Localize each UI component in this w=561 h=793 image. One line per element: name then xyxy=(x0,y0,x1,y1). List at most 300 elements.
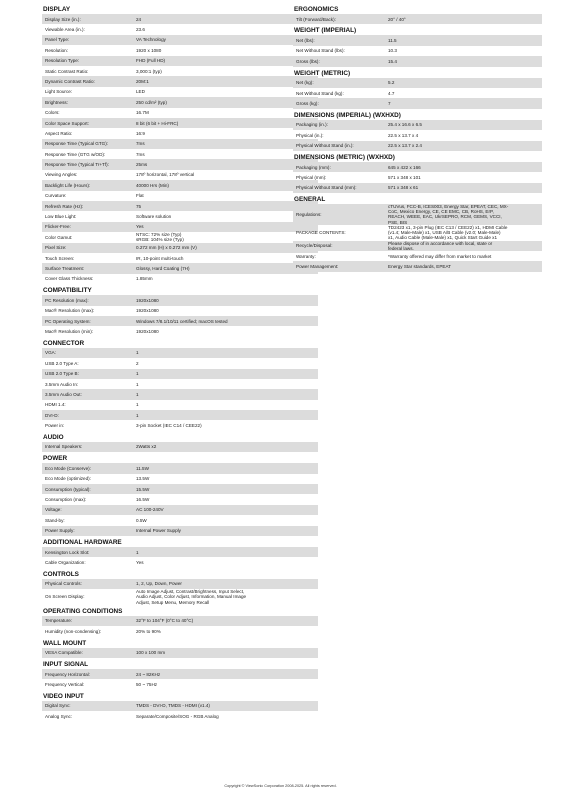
spec-value-line: 40000 Hrs (Min) xyxy=(136,182,169,188)
spec-value xyxy=(136,444,318,449)
spec-value xyxy=(136,423,318,428)
spec-row xyxy=(42,222,318,232)
spec-row xyxy=(42,410,318,420)
spec-row xyxy=(42,97,318,107)
spec-row xyxy=(42,201,318,211)
spec-row xyxy=(293,225,542,241)
spec-row xyxy=(42,400,318,410)
spec-value-line: 22.5 x 13.7 x 2.4 xyxy=(388,143,422,149)
spec-label: USB 2.0 Type B: xyxy=(45,371,79,377)
spec-value xyxy=(136,224,318,229)
spec-row xyxy=(293,46,542,56)
spec-label: Eco Mode (Conserve): xyxy=(45,465,91,471)
spec-value-line: 1 xyxy=(136,412,139,418)
spec-value-line: Auto Image Adjust, Contrast/Brightness, Input Select, xyxy=(136,589,245,595)
spec-row xyxy=(42,326,318,336)
spec-value-line: 22.5 x 13.7 x 4 xyxy=(388,132,419,138)
spec-row xyxy=(42,170,318,180)
spec-row xyxy=(42,648,318,658)
spec-value-line: 16.5W xyxy=(136,497,150,503)
spec-column-right xyxy=(293,3,542,272)
spec-value xyxy=(136,79,318,84)
spec-value xyxy=(136,276,318,281)
spec-row xyxy=(42,149,318,159)
spec-value xyxy=(136,266,318,271)
spec-row xyxy=(42,232,318,242)
spec-value xyxy=(136,69,318,74)
spec-value-line: federal laws. xyxy=(388,245,414,251)
spec-row xyxy=(42,316,318,326)
spec-value-line: 23.6 xyxy=(136,26,145,32)
spec-row xyxy=(293,261,542,271)
spec-value-line: 15.4 xyxy=(388,58,397,64)
spec-value xyxy=(136,550,318,555)
spec-value-line: 1920x1080 xyxy=(136,328,159,334)
spec-value xyxy=(136,17,318,22)
spec-row xyxy=(42,626,318,636)
spec-label: Flicker-Free: xyxy=(45,224,71,230)
spec-value xyxy=(136,629,318,634)
spec-value-line: Software solution xyxy=(136,214,172,220)
spec-label: Frequency Horizontal: xyxy=(45,671,90,677)
spec-value-line: 4.7 xyxy=(388,90,395,96)
spec-label: Tilt (Forward/Back): xyxy=(296,16,336,22)
spec-label: VGA: xyxy=(45,350,56,356)
spec-value xyxy=(388,59,542,64)
spec-label: Physical Without Stand (in.): xyxy=(296,143,354,149)
spec-value xyxy=(136,672,318,677)
spec-value-line: 1 xyxy=(136,402,139,408)
spec-value-line: LED xyxy=(136,89,145,95)
spec-label: Static Contrast Ratio: xyxy=(45,68,89,74)
spec-value xyxy=(136,413,318,418)
spec-label: Viewable Area (in.): xyxy=(45,26,85,32)
spec-value xyxy=(136,37,318,42)
spec-label: Voltage: xyxy=(45,507,62,513)
spec-value-line: Windows 7/8.1/10/11 certified; macOS tested xyxy=(136,318,228,324)
spec-value-line: 1920 x 1080 xyxy=(136,47,162,53)
section-heading-display: DISPLAY xyxy=(43,6,71,13)
spec-value xyxy=(136,476,318,481)
spec-row xyxy=(293,14,542,24)
spec-value xyxy=(388,17,542,22)
spec-value-line: TMDS - DVI-D, TMDS - HDMI (v1.4) xyxy=(136,703,210,709)
section-heading-connector: CONNECTOR xyxy=(43,339,85,347)
spec-value-line: 1 xyxy=(136,350,139,356)
spec-label: Response Time (GTG w/OD): xyxy=(45,151,106,157)
spec-value-line: 13.5W xyxy=(136,476,150,482)
section-heading-dimensions-imperial-wxhxd: DIMENSIONS (IMPERIAL) (WXHXD) xyxy=(294,111,401,119)
spec-label: Power in: xyxy=(45,423,65,429)
spec-row xyxy=(293,130,542,140)
spec-row xyxy=(42,589,318,605)
section-heading-compatibility: COMPATIBILITY xyxy=(43,287,92,295)
spec-label: Power Management: xyxy=(296,263,339,269)
spec-value xyxy=(136,618,318,623)
spec-value xyxy=(136,589,318,605)
spec-value xyxy=(136,402,318,407)
spec-row xyxy=(42,679,318,689)
spec-value xyxy=(136,152,318,157)
spec-label: Net (lbs): xyxy=(296,37,315,43)
spec-row xyxy=(42,420,318,430)
spec-value-line: 1 xyxy=(136,381,139,387)
spec-label: Response Time (Typical Tr+Tf): xyxy=(45,162,109,168)
spec-row xyxy=(42,66,318,76)
spec-value-line: 75 xyxy=(136,203,142,209)
section-heading-video-input: VIDEO INPUT xyxy=(43,692,84,700)
spec-label: Net Without Stand (lbs): xyxy=(296,48,345,54)
spec-row xyxy=(293,241,542,251)
spec-value xyxy=(136,361,318,366)
spec-value xyxy=(388,143,542,148)
spec-label: Packaging (mm): xyxy=(296,164,331,170)
spec-row xyxy=(42,515,318,525)
spec-value-line: 15.5W xyxy=(136,486,150,492)
spec-label: USB 2.0 Type A: xyxy=(45,360,79,366)
spec-row xyxy=(42,274,318,284)
spec-value xyxy=(136,703,318,708)
spec-value-line: 1.85mm xyxy=(136,276,153,282)
spec-row xyxy=(42,306,318,316)
spec-value xyxy=(136,245,318,250)
spec-value-line: Glossy, Hard Coating (7H) xyxy=(136,265,190,271)
spec-label: Surface Treatment: xyxy=(45,265,85,271)
section-heading-audio: AUDIO xyxy=(43,433,64,441)
spec-value-line: 571 x 348 x 61 xyxy=(388,185,419,191)
spec-label: Touch Screen: xyxy=(45,255,75,261)
spec-value-line: 1 xyxy=(136,549,139,555)
spec-row xyxy=(42,128,318,138)
spec-row xyxy=(42,87,318,97)
spec-value xyxy=(136,172,318,177)
spec-value xyxy=(136,650,318,655)
spec-row xyxy=(42,463,318,473)
spec-label: Color Gamut: xyxy=(45,234,73,240)
spec-label: Physical Controls: xyxy=(45,581,82,587)
spec-row xyxy=(42,348,318,358)
spec-column-left xyxy=(42,3,318,722)
spec-value xyxy=(136,392,318,397)
spec-row xyxy=(42,526,318,536)
spec-value xyxy=(388,38,542,43)
spec-label: Aspect Ratio: xyxy=(45,130,73,136)
spec-row xyxy=(293,120,542,130)
spec-value xyxy=(136,581,318,586)
spec-value-line: 7ms xyxy=(136,141,145,147)
spec-value xyxy=(136,298,318,303)
spec-label: Panel Type: xyxy=(45,37,70,43)
spec-value xyxy=(136,100,318,105)
spec-row xyxy=(293,141,542,151)
spec-row xyxy=(42,494,318,504)
spec-value-line: 10.3 xyxy=(388,48,397,54)
spec-value xyxy=(136,371,318,376)
spec-value-line: FHD (Full HD) xyxy=(136,58,166,64)
spec-value-line: 20° / 40° xyxy=(388,16,406,22)
spec-row xyxy=(42,701,318,711)
spec-label: Light Source: xyxy=(45,89,73,95)
spec-label: Regulations: xyxy=(296,211,322,217)
spec-value-line: 250 cd/m² (typ) xyxy=(136,99,167,105)
spec-label: Response Time (Typical GTG): xyxy=(45,141,109,147)
spec-value xyxy=(136,131,318,136)
spec-row xyxy=(42,579,318,589)
spec-row xyxy=(42,56,318,66)
spec-value xyxy=(136,204,318,209)
spec-value xyxy=(388,241,542,251)
spec-value-line: Yes xyxy=(136,224,144,230)
spec-row xyxy=(293,183,542,193)
spec-label: Net (kg): xyxy=(296,80,314,86)
spec-row xyxy=(42,243,318,253)
spec-value xyxy=(136,714,318,719)
spec-label: PC Operating System: xyxy=(45,318,91,324)
copyright-footer: Copyright © ViewSonic Corporation 2008-2025. All rights reserved. xyxy=(224,784,337,788)
spec-label: 3.5mm Audio Out: xyxy=(45,391,82,397)
spec-value-line: REACH, WEEE, EAC, UkrSEPRO, RCM, GEMS, VCCI, xyxy=(388,214,502,220)
spec-value-line: 5.2 xyxy=(388,80,395,86)
spec-row xyxy=(42,24,318,34)
spec-label: Color Space Support: xyxy=(45,120,89,126)
spec-label: Consumption (typical): xyxy=(45,486,91,492)
spec-row xyxy=(42,474,318,484)
spec-label: Mac® Resolution (max): xyxy=(45,308,95,314)
spec-label: Internal Speakers: xyxy=(45,444,83,450)
spec-row xyxy=(42,711,318,721)
section-heading-additional-hardware: ADDITIONAL HARDWARE xyxy=(43,538,122,546)
spec-value xyxy=(388,122,542,127)
spec-label: Packaging (in.): xyxy=(296,122,328,128)
spec-row xyxy=(42,45,318,55)
spec-label: Dynamic Contrast Ratio: xyxy=(45,78,95,84)
spec-value-line: (v1.4; Male-Male) x1, USB A/B Cable (v2.0; Male-Male) xyxy=(388,230,501,236)
spec-label: Viewing Angles: xyxy=(45,172,78,178)
spec-value-line: Please dispose of in accordance with local, state or xyxy=(388,240,493,246)
spec-label: Physical Without Stand (mm): xyxy=(296,185,357,191)
spec-label: Display Size (in.): xyxy=(45,16,81,22)
spec-value xyxy=(388,175,542,180)
spec-row xyxy=(293,78,542,88)
spec-label: Backlight Life (Hours): xyxy=(45,182,91,188)
spec-value-line: 11.5 xyxy=(388,37,397,43)
spec-value-line: 50 ~ 75Hz xyxy=(136,681,158,687)
spec-value xyxy=(136,232,318,242)
spec-value-line: 8 bit (6 bit + Hi-FRC) xyxy=(136,120,179,126)
spec-value-line: IR, 10-point multi-touch xyxy=(136,255,184,261)
spec-value xyxy=(136,183,318,188)
spec-row xyxy=(42,379,318,389)
spec-value-line: sRGB: 104% size (Typ) xyxy=(136,237,184,243)
spec-row xyxy=(293,88,542,98)
spec-value-line: 20M:1 xyxy=(136,78,149,84)
spec-row xyxy=(293,98,542,108)
spec-label: Resolution: xyxy=(45,47,68,53)
spec-row xyxy=(42,557,318,567)
spec-row xyxy=(42,159,318,169)
spec-value-line: *Warranty offered may differ from market to market xyxy=(388,253,492,259)
spec-value-line: AC 100-240V xyxy=(136,507,164,513)
spec-label: Analog Sync: xyxy=(45,713,73,719)
spec-value-line: 16:9 xyxy=(136,130,145,136)
spec-row xyxy=(42,547,318,557)
spec-value-line: 1 xyxy=(136,371,139,377)
spec-value-line: 24 xyxy=(136,16,142,22)
section-heading-ergonomics: ERGONOMICS xyxy=(294,6,339,13)
spec-row xyxy=(42,669,318,679)
section-heading-weight-metric: WEIGHT (METRIC) xyxy=(294,69,351,77)
spec-value-line: Internal Power Supply xyxy=(136,528,181,534)
spec-row xyxy=(42,14,318,24)
spec-label: Net Without Stand (kg): xyxy=(296,90,344,96)
spec-value-line: x1, Audio Cable (Male-Male) x1, Quick Start Guide x1 xyxy=(388,235,498,241)
spec-value xyxy=(136,141,318,146)
spec-label: Eco Mode (optimized): xyxy=(45,476,91,482)
spec-label: DVI-D: xyxy=(45,412,59,418)
spec-row xyxy=(293,162,542,172)
spec-value-line: 2 xyxy=(136,360,139,366)
section-heading-dimensions-metric-wxhxd: DIMENSIONS (METRIC) (WXHXD) xyxy=(294,153,395,161)
spec-row xyxy=(293,35,542,45)
spec-value-line: 32°F to 104°F (0°C to 40°C) xyxy=(136,618,194,624)
spec-row xyxy=(293,251,542,261)
spec-value-line: 11.5W xyxy=(136,465,149,471)
spec-row xyxy=(42,191,318,201)
spec-value-line: cTUVus, FCC-B, ICES003, Energy Star, EPEAT, CEC, MX- xyxy=(388,204,509,210)
spec-row xyxy=(42,358,318,368)
spec-value xyxy=(136,121,318,126)
spec-label: Low Blue Light: xyxy=(45,214,77,220)
section-heading-general: GENERAL xyxy=(294,196,326,204)
spec-label: Gross (kg): xyxy=(296,100,319,106)
spec-value xyxy=(136,382,318,387)
spec-row xyxy=(42,211,318,221)
spec-value xyxy=(136,162,318,167)
spec-value xyxy=(136,507,318,512)
spec-value xyxy=(136,48,318,53)
spec-row xyxy=(293,56,542,66)
spec-value xyxy=(136,193,318,198)
spec-label: Gross (lbs): xyxy=(296,58,320,64)
spec-value xyxy=(136,110,318,115)
spec-value xyxy=(388,225,542,241)
spec-value-line: 20% to 90% xyxy=(136,628,161,634)
spec-value-line: 645 x 422 x 166 xyxy=(388,164,421,170)
spec-label: Colors: xyxy=(45,110,60,116)
spec-row xyxy=(42,108,318,118)
spec-value-line: 1920x1080 xyxy=(136,297,159,303)
section-heading-input-signal: INPUT SIGNAL xyxy=(43,660,89,668)
spec-label: Humidity (non-condensing): xyxy=(45,628,102,634)
spec-row xyxy=(42,139,318,149)
spec-value xyxy=(136,560,318,565)
spec-value xyxy=(136,256,318,261)
spec-value-line: PSE, BIS xyxy=(388,219,408,225)
spec-value-line: 7 xyxy=(388,100,391,106)
spec-label: PC Resolution (max): xyxy=(45,297,89,303)
spec-value xyxy=(136,487,318,492)
spec-row xyxy=(293,172,542,182)
spec-value xyxy=(136,518,318,523)
spec-value-line: 2Watts x2 xyxy=(136,444,157,450)
spec-value xyxy=(388,48,542,53)
spec-row xyxy=(42,616,318,626)
spec-label: Resolution Type: xyxy=(45,58,80,64)
spec-label: VESA Compatible: xyxy=(45,650,83,656)
spec-label: Brightness: xyxy=(45,99,68,105)
spec-value-line: CoC, Mexico Energy, CE, CE EMC, CB, RoHS, ErP, xyxy=(388,209,494,215)
spec-value-line: Energy Star standards, EPEAT xyxy=(388,263,451,269)
spec-value xyxy=(136,329,318,334)
spec-label: Physical (mm): xyxy=(296,174,327,180)
spec-value-line: 1920x1080 xyxy=(136,308,159,314)
spec-row xyxy=(42,442,318,452)
spec-value xyxy=(136,466,318,471)
section-heading-weight-imperial: WEIGHT (IMPERIAL) xyxy=(294,27,357,35)
spec-row xyxy=(42,484,318,494)
spec-value xyxy=(388,133,542,138)
spec-value-line: Audio Adjust, Color Adjust, Information, Manual Image xyxy=(136,594,247,600)
spec-value-line: 0.5W xyxy=(136,517,147,523)
spec-value xyxy=(136,214,318,219)
spec-row xyxy=(42,118,318,128)
spec-value xyxy=(388,165,542,170)
spec-value xyxy=(136,89,318,94)
spec-value-line: 571 x 348 x 101 xyxy=(388,174,421,180)
spec-value xyxy=(136,528,318,533)
spec-value-line: 25ms xyxy=(136,162,148,168)
spec-label: Pixel Size: xyxy=(45,245,67,251)
spec-value-line: Yes xyxy=(136,559,144,565)
section-heading-power: POWER xyxy=(43,455,68,463)
spec-row xyxy=(42,389,318,399)
spec-label: Physical (in.): xyxy=(296,132,324,138)
section-heading-controls: CONTROLS xyxy=(43,570,79,578)
spec-value-line: TD2423 x1, 3-pin Plug (IEC C13 / CEE22) x1, HDMI Cable xyxy=(388,224,508,230)
spec-label: Warranty: xyxy=(296,253,316,259)
spec-value-line: Separate/Composite/SOG - RGB Analog xyxy=(136,713,219,719)
spec-value xyxy=(136,497,318,502)
spec-value-line: 1, 2, Up, Down, Power xyxy=(136,581,182,587)
spec-row xyxy=(42,505,318,515)
section-heading-operating-conditions: OPERATING CONDITIONS xyxy=(43,607,123,615)
spec-label: 3.5mm Audio In: xyxy=(45,381,79,387)
spec-row xyxy=(42,295,318,305)
spec-value xyxy=(388,264,542,269)
spec-value xyxy=(388,80,542,85)
spec-label: Kensington Lock Slot: xyxy=(45,549,90,555)
spec-value-line: NTSC: 72% size (Typ) xyxy=(136,232,182,238)
spec-label: Mac® Resolution (min): xyxy=(45,328,94,334)
spec-value-line: Adjust, Setup Menu, Memory Recall xyxy=(136,599,210,605)
spec-value-line: 24 ~ 82KHz xyxy=(136,671,161,677)
spec-value-line: 7ms xyxy=(136,151,145,157)
spec-row xyxy=(42,180,318,190)
spec-value-line: VA Technology xyxy=(136,37,166,43)
spec-value-line: 178º horizontal, 178º vertical xyxy=(136,172,195,178)
spec-value-line: Flat xyxy=(136,193,144,199)
spec-row xyxy=(42,76,318,86)
spec-value xyxy=(388,254,542,259)
section-heading-wall-mount: WALL MOUNT xyxy=(43,639,87,647)
spec-row xyxy=(42,369,318,379)
spec-value xyxy=(136,308,318,313)
spec-value xyxy=(388,204,542,225)
spec-label: Digital Sync: xyxy=(45,703,71,709)
spec-label: Stand-by: xyxy=(45,517,65,523)
spec-row xyxy=(42,263,318,273)
spec-value-line: 100 x 100 mm xyxy=(136,650,166,656)
